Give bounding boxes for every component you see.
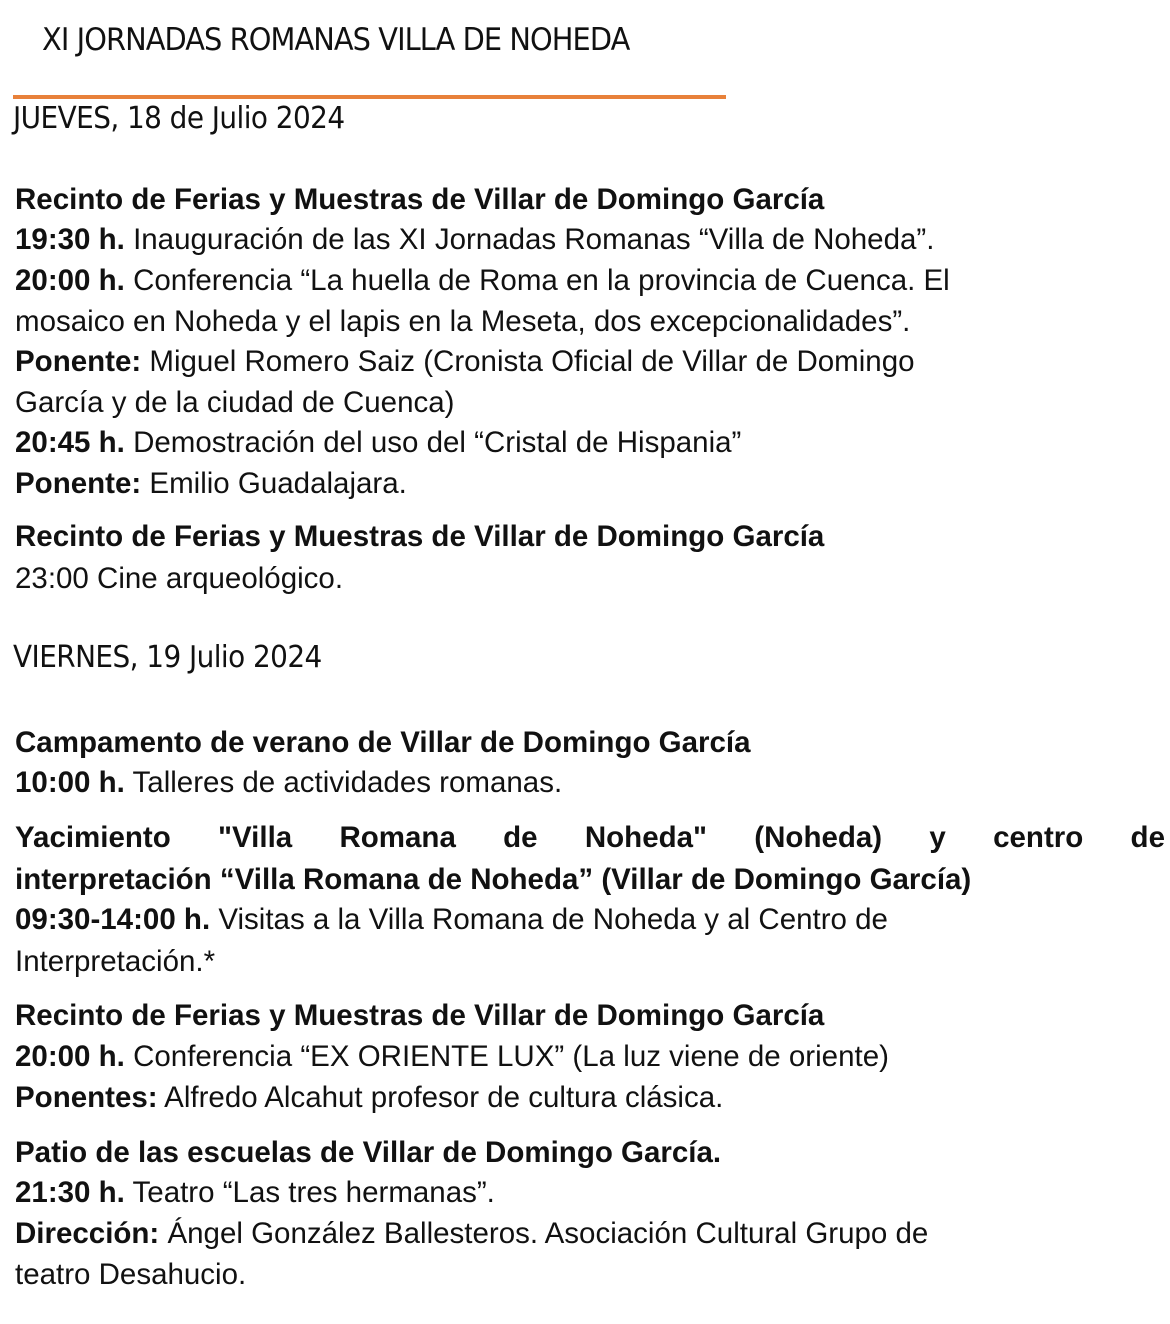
schedule-line (15, 261, 1165, 302)
title-underline (13, 95, 726, 99)
event-description: Talleres de actividades romanas. (124, 766, 563, 799)
venue-heading: Yacimiento "Villa Romana de Noheda" (Noheda) y centro de (15, 821, 1165, 854)
event-time: 20:00 h. (15, 264, 125, 297)
day-heading-thursday: JUEVES, 18 de Julio 2024 (13, 101, 345, 136)
schedule-line (15, 1173, 1165, 1214)
event-description: Conferencia “La huella de Roma en la provincia de Cuenca. El (124, 264, 950, 297)
speaker-label: Ponente: (15, 467, 142, 500)
schedule-line (15, 1037, 1165, 1078)
event-description: Visitas a la Villa Romana de Noheda y al Centro de (210, 903, 888, 936)
schedule-line (15, 423, 1165, 464)
event-time: 20:00 h. (15, 1040, 125, 1073)
event-description: Teatro “Las tres hermanas”. (124, 1176, 495, 1209)
venue-heading: Recinto de Ferias y Muestras de Villar de Domingo García (15, 520, 825, 553)
speaker-line (15, 1078, 1165, 1119)
schedule-line: 23:00 Cine arqueológico. (15, 562, 344, 595)
schedule-line (15, 900, 1165, 941)
schedule-line: Interpretación.* (15, 945, 216, 978)
speaker-line (15, 464, 1165, 505)
director-line: teatro Desahucio. (15, 1258, 247, 1291)
schedule-line (15, 763, 1165, 804)
page-title: XI JORNADAS ROMANAS VILLA DE NOHEDA (42, 22, 630, 58)
schedule-line (15, 220, 1165, 261)
day-heading-friday: VIERNES, 19 Julio 2024 (13, 640, 322, 675)
speaker-name: Alfredo Alcahut profesor de cultura clásica. (157, 1081, 724, 1114)
event-time: 19:30 h. (15, 223, 125, 256)
director-line (15, 1214, 1165, 1255)
director-label: Dirección: (15, 1217, 160, 1250)
event-time: 09:30-14:00 h. (15, 903, 211, 936)
venue-heading: interpretación “Villa Romana de Noheda” (Villar de Domingo García) (15, 863, 972, 896)
speaker-name: Miguel Romero Saiz (Cronista Oficial de Villar de Domingo (141, 345, 915, 378)
speaker-label: Ponentes: (15, 1081, 158, 1114)
venue-heading: Patio de las escuelas de Villar de Domingo García. (15, 1136, 722, 1169)
speaker-label: Ponente: (15, 345, 142, 378)
event-time: 20:45 h. (15, 426, 125, 459)
event-description: Inauguración de las XI Jornadas Romanas “Villa de Noheda”. (124, 223, 935, 256)
speaker-line: García y de la ciudad de Cuenca) (15, 386, 455, 419)
venue-heading: Recinto de Ferias y Muestras de Villar de Domingo García (15, 183, 825, 216)
director-name: Ángel González Ballesteros. Asociación Cultural Grupo de (159, 1217, 929, 1250)
event-description: Conferencia “EX ORIENTE LUX” (La luz viene de oriente) (124, 1040, 889, 1073)
event-time: 10:00 h. (15, 766, 125, 799)
event-time: 21:30 h. (15, 1176, 125, 1209)
venue-heading: Recinto de Ferias y Muestras de Villar de Domingo García (15, 999, 825, 1032)
schedule-line: mosaico en Noheda y el lapis en la Meseta, dos excepcionalidades”. (15, 305, 911, 338)
event-description: Demostración del uso del “Cristal de Hispania” (124, 426, 742, 459)
speaker-line (15, 342, 1165, 383)
speaker-name: Emilio Guadalajara. (141, 467, 407, 500)
venue-heading: Campamento de verano de Villar de Domingo García (15, 726, 751, 759)
